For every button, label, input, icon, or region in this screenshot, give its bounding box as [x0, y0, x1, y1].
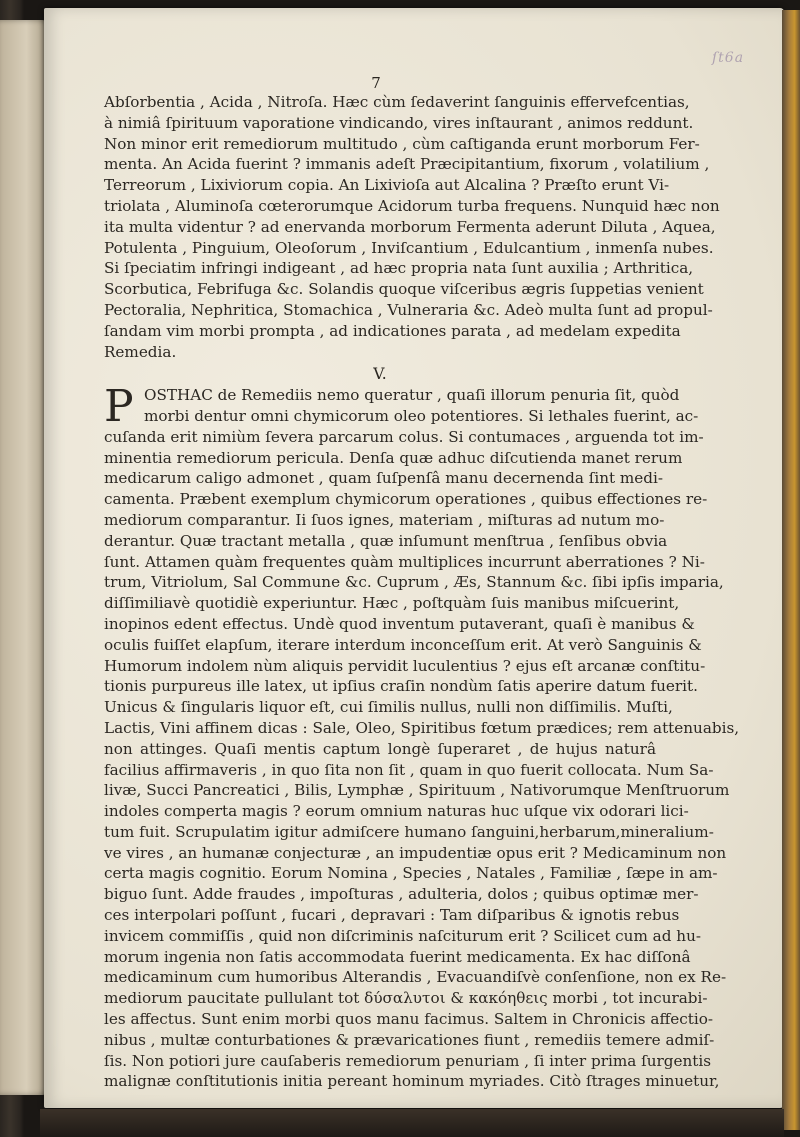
text-line: cuſanda erit nimiùm ſevera parcarum colus. Si contumaces , arguenda tot im-	[104, 427, 704, 446]
page-number: 7	[371, 74, 381, 92]
text-line: diſſimiliavè quotidiè experiuntur. Hæc , poſtquàm ſuis manibus miſcuerint,	[104, 594, 680, 613]
text-line: ſunt. Attamen quàm frequentes quàm multiplices incurrunt aberrationes ? Ni-	[104, 552, 705, 571]
text-line: mediorum comparantur. Ii ſuos ignes, materiam , miſturas ad nutum mo-	[104, 510, 665, 529]
text-line: certa magis cognitio. Eorum Nomina , Species , Natales , Familiæ , ſæpe in am-	[104, 864, 718, 883]
text-line: nibus , multæ conturbationes & prævaricationes fiunt , remediis temere admiſ-	[104, 1030, 715, 1049]
text-line: Humorum indolem nùm aliquis pervidit luculentius ? ejus eſt arcanæ conſtitu-	[104, 656, 706, 675]
text-line: morum ingenia non ſatis accommodata fuerint medicamenta. Ex hac diſſonâ	[104, 947, 691, 966]
text-line: tionis purpureus ille latex, ut ipſius craſin nondùm ſatis aperire datum fuerit.	[104, 677, 698, 696]
margin-handwritten-mark: ſt6a	[712, 50, 745, 66]
text-line: oculis fuiſſet elapſum, iterare interdum inconceſſum erit. At verò Sanguinis &	[104, 635, 702, 654]
text-line: ſandam vim morbi prompta , ad indicationes parata , ad medelam expedita	[104, 321, 681, 340]
text-line: Non minor erit remediorum multitudo , cùm caſtiganda erunt morborum Fer-	[104, 134, 700, 153]
text-line: Remedia.	[104, 342, 177, 361]
text-line: à nimiâ ſpirituum vaporatione vindicando, vires inſtaurant , animos reddunt.	[104, 113, 694, 132]
text-line: les affectus. Sunt enim morbi quos manu facimus. Saltem in Chronicis affectio-	[104, 1010, 713, 1029]
text-line: mediorum paucitate pullulant tot δύσαλυτοι & κακόηθεις morbi , tot incurabi-	[104, 989, 708, 1008]
text-line: minentia remediorum pericula. Denſa quæ adhuc diſcutienda manet rerum	[104, 448, 683, 467]
left-page-edge	[0, 20, 48, 1095]
right-book-edge	[782, 10, 800, 1130]
text-line: livæ, Succi Pancreatici , Bilis, Lymphæ , Spirituum , Nativorumque Menſtruorum	[104, 781, 730, 800]
text-line: camenta. Præbent exemplum chymicorum operationes , quibus effectiones re-	[104, 490, 708, 509]
text-line: inopinos edent effectus. Undè quod inventum putaverant, quaſi è manibus &	[104, 614, 695, 633]
text-line: ita multa videntur ? ad enervanda morborum Fermenta aderunt Diluta , Aquea,	[104, 217, 716, 236]
text-line: indoles comperta magis ? eorum omnium naturas huc uſque vix odorari lici-	[104, 802, 689, 821]
text-line: menta. An Acida fuerint ? immanis adeſt Præcipitantium, fixorum , volatilium ,	[104, 155, 710, 174]
text-line: biguo ſunt. Adde fraudes , impoſturas , adulteria, dolos ; quibus optimæ mer-	[104, 885, 699, 904]
text-line: Potulenta , Pinguium, Oleoſorum , Inviſcantium , Edulcantium , inmenſa nubes.	[104, 238, 714, 257]
text-line: Si ſpeciatim infringi indigeant , ad hæc propria nata ſunt auxilia ; Arthritica,	[104, 259, 694, 278]
text-line: derantur. Quæ tractant metalla , quæ inſumunt menſtrua , ſenſibus obvia	[104, 531, 668, 550]
text-line: Terreorum , Lixiviorum copia. An Lixivioſa aut Alcalina ? Præſto erunt Vi-	[104, 176, 670, 195]
text-line: tum fuit. Scrupulatim igitur admiſcere humano ſanguini,herbarum,mineralium-	[104, 822, 714, 841]
text-line: non attinges. Quaſi mentis captum longè ſuperaret , de hujus naturâ	[104, 739, 656, 758]
text-line: Unicus & ſingularis liquor eſt, cui ſimilis nullus, nulli non diſſimilis. Muſti,	[104, 698, 673, 717]
page-text	[104, 92, 740, 1092]
text-line: trum, Vitriolum, Sal Commune &c. Cuprum , Æs, Stannum &c. ſibi ipſis imparia,	[104, 573, 724, 592]
text-line: facilius affirmaveris , in quo ſita non ſit , quam in quo fuerit collocata. Num Sa-	[104, 760, 714, 779]
text-line: morbi dentur omni chymicorum oleo potentiores. Si lethales fuerint, ac-	[144, 406, 699, 425]
text-line: medicarum caligo admonet , quam ſuſpenſâ manu decernenda ſint medi-	[104, 469, 664, 488]
text-line: ces interpolari poſſunt , fucari , depravari : Tam diſparibus & ignotis rebus	[104, 906, 680, 925]
paragraph-2	[104, 381, 740, 1092]
text-line: OSTHAC de Remediis nemo queratur , quaſi illorum penuria ſit, quòd	[144, 386, 680, 405]
text-line: malignæ conſtitutionis initia pereant hominum myriades. Citò ſtrages minuetur,	[104, 1072, 720, 1091]
text-line: ve vires , an humanæ conjecturæ , an impudentiæ opus erit ? Medicaminum non	[104, 843, 727, 862]
text-line: medicaminum cum humoribus Alterandis , Evacuandiſvè conſenſione, non ex Re-	[104, 968, 727, 987]
bottom-shadow	[40, 1109, 784, 1137]
text-line: Scorbutica, Febrifuga &c. Solandis quoque viſceribus ægris ſuppetias venient	[104, 280, 704, 299]
text-line: ſis. Non potiori jure cauſaberis remediorum penuriam , ſi inter prima ſurgentis	[104, 1051, 712, 1070]
text-line: Abſorbentia , Acida , Nitroſa. Hæc cùm ſedaverint ſanguinis effervefcentias,	[104, 93, 690, 111]
text-line: triolata , Aluminoſa cœterorumque Acidorum turba frequens. Nunquid hæc non	[104, 196, 720, 215]
text-line: invicem commiſſis , quid non diſcriminis naſciturum erit ? Scilicet cum ad hu-	[104, 926, 701, 945]
text-line: Pectoralia, Nephritica, Stomachica , Vulneraria &c. Adeò multa ſunt ad propul-	[104, 300, 713, 319]
text-line: Lactis, Vini affinem dicas : Sale, Oleo, Spiritibus fœtum prædices; rem attenuabis,	[104, 718, 740, 737]
section-heading: V.	[373, 365, 387, 384]
paragraph-1	[104, 92, 720, 362]
drop-cap: P	[104, 381, 134, 433]
